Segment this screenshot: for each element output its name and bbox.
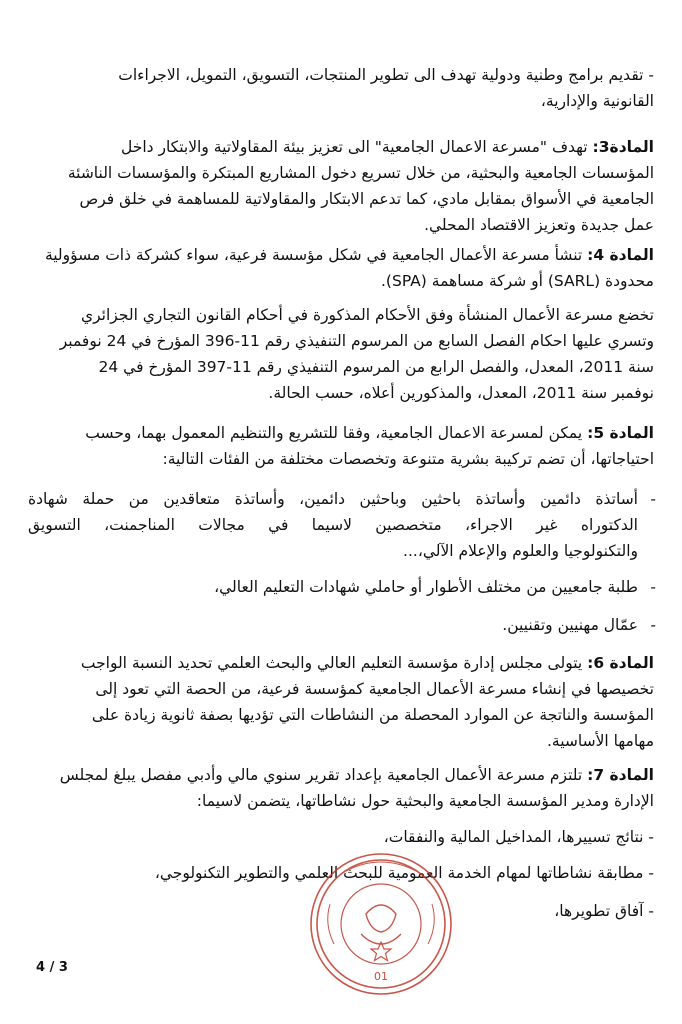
text-line: الجامعية في الأسواق بمقابل مادي، كما تدعم الابتكار والمقاولاتية للمساهمة في خلق فرص [79, 190, 654, 208]
text-line: سنة 2011، المعدل، والفصل الرابع من المرسوم التنفيذي رقم 11-397 المؤرخ في 24 [98, 358, 654, 376]
text-line: نوفمبر سنة 2011، المعدل، والمذكورين أعلاه، حسب الحالة. [268, 384, 654, 402]
text-line: - مطابقة نشاطاتها لمهام الخدمة العمومية للبحث العلمي والتطوير التكنولوجي، [154, 864, 654, 882]
text-line: تلتزم مسرعة الأعمال الجامعية بإعداد تقرير سنوي مالي وأدبي مفصل يبلغ لمجلس [59, 766, 583, 784]
list-item [28, 574, 656, 600]
list-item [28, 824, 654, 850]
text-line: المؤسسات الجامعية والبحثية، من خلال تسريع دخول المشاريع المبتكرة والمؤسسات الناشئة [67, 164, 654, 182]
official-seal-stamp [306, 850, 456, 998]
bullet-dash: - [650, 616, 656, 634]
text-line: أساتذة دائمين وأساتذة باحثين وباحثين دائمين، وأساتذة متعاقدين من حملة شهادة [28, 490, 638, 508]
text-line: يمكن لمسرعة الاعمال الجامعية، وفقا للتشريع والتنظيم المعمول بهما، وحسب [85, 424, 583, 442]
text-line: تخصيصها في إنشاء مسرعة الأعمال الجامعية كمؤسسة فرعية، من الحصة التي تعود إلى [95, 680, 654, 698]
stamp-number: 01 [374, 970, 388, 983]
text-line: عمل جديدة وتعزيز الاقتصاد المحلي. [424, 216, 654, 234]
text-line: يتولى مجلس إدارة مؤسسة التعليم العالي والبحث العلمي تحديد النسبة الواجب [80, 654, 583, 672]
article-label: المادة 6: [587, 654, 654, 672]
text-line: تخضع مسرعة الأعمال المنشأة وفق الأحكام المذكورة في أحكام القانون التجاري الجزائري [80, 306, 654, 324]
text-line: طلبة جامعيين من مختلف الأطوار أو حاملي شهادات التعليم العالي، [214, 578, 638, 596]
text-line: احتياجاتها، أن تضم تركيبة بشرية متنوعة وتخصصات مختلفة من الفئات التالية: [162, 450, 654, 468]
text-line: - آفاق تطويرها، [554, 902, 654, 920]
bullet-dash: - [650, 490, 656, 508]
text-line: - نتائج تسييرها، المداخيل المالية والنفقات، [383, 828, 654, 846]
text-line: القانونية والإدارية، [540, 92, 654, 110]
paragraph-item-top [28, 62, 654, 114]
text-line: الدكتوراه غير الاجراء، متخصصين لاسيما في مجالات المناجمنت، التسويق [28, 516, 638, 534]
text-line: تنشأ مسرعة الأعمال الجامعية في شكل مؤسسة فرعية، سواء كشركة ذات مسؤولية [44, 246, 583, 264]
article-label: المادة3: [592, 138, 654, 156]
article-4-paragraph-2 [28, 302, 654, 406]
text-line: - تقديم برامج وطنية ودولية تهدف الى تطوير المنتجات، التسويق، التمويل، الاجراءات [118, 66, 654, 84]
article-7 [28, 762, 654, 814]
text-line: المؤسسة والناتجة عن الموارد المحصلة من النشاطات التي تؤديها بصفة ثانوية زيادة على [91, 706, 654, 724]
text-line: عمّال مهنيين وتقنيين. [502, 616, 638, 634]
article-5 [28, 420, 654, 472]
text-line: الإدارة ومدير المؤسسة الجامعية والبحثية حول نشاطاتها، يتضمن لاسيما: [196, 792, 654, 810]
article-6 [28, 650, 654, 754]
article-label: المادة 7: [587, 766, 654, 784]
list-item [28, 486, 656, 564]
article-4 [28, 242, 654, 294]
text-line: وتسري عليها احكام الفصل السابع من المرسوم التنفيذي رقم 11-396 المؤرخ في 24 نوفمبر [59, 332, 654, 350]
text-line: محدودة (SARL) أو شركة مساهمة (SPA). [381, 272, 654, 290]
article-label: المادة 5: [587, 424, 654, 442]
bullet-dash: - [650, 578, 656, 596]
article-3 [28, 134, 654, 238]
text-line: مهامها الأساسية. [546, 732, 654, 750]
article-label: المادة 4: [587, 246, 654, 264]
list-item [28, 612, 656, 638]
page-number: 4 / 3 [36, 960, 68, 975]
text-line: والتكنولوجيا والعلوم والإعلام الآلي،... [403, 542, 638, 560]
text-line: تهدف "مسرعة الاعمال الجامعية" الى تعزيز بيئة المقاولاتية والابتكار داخل [121, 138, 588, 156]
